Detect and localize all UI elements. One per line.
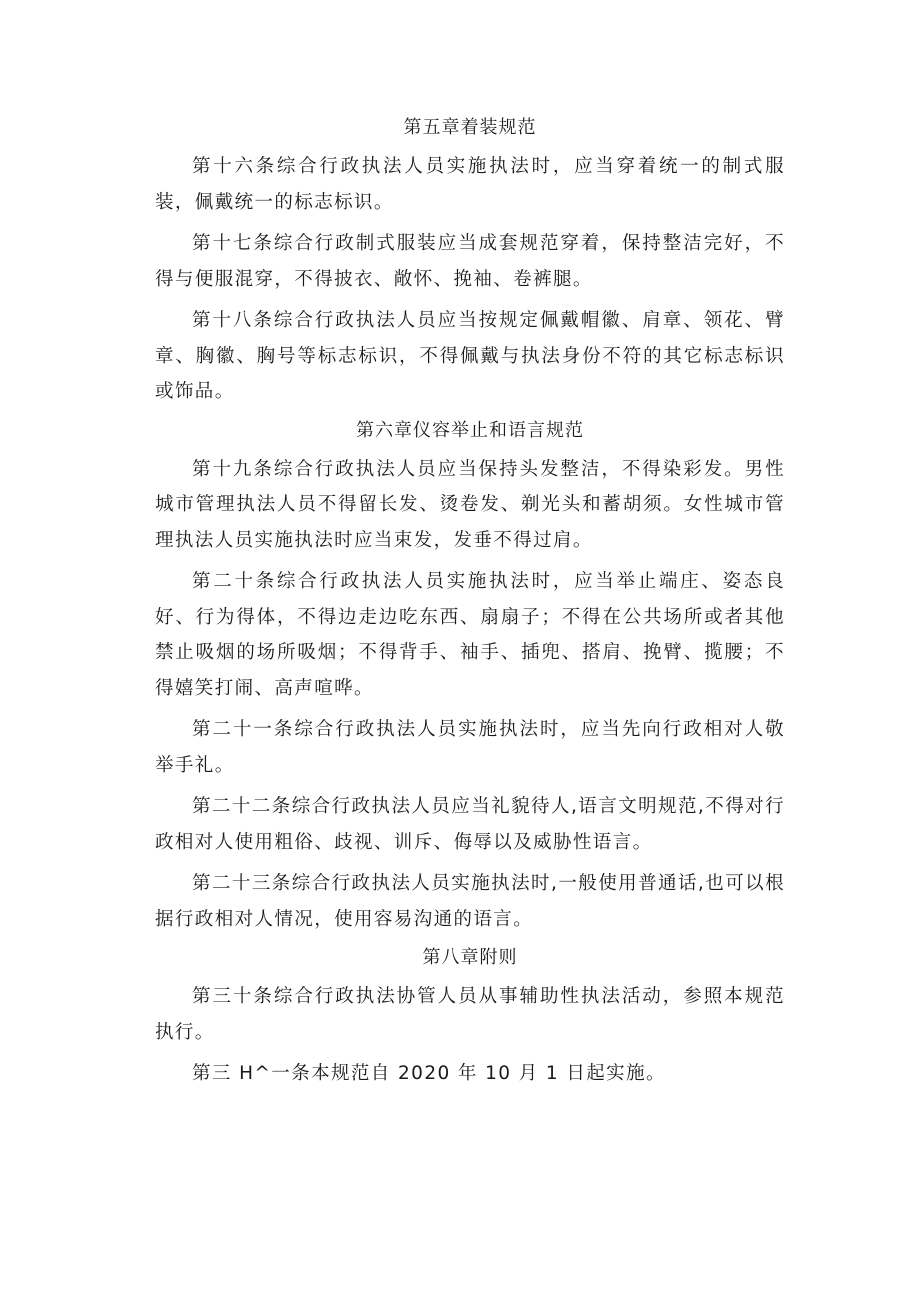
article-30: 第三十条综合行政执法协管人员从事辅助性执法活动，参照本规范执行。	[155, 986, 785, 1043]
article-20: 第二十条综合行政执法人员实施执法时，应当举止端庄、姿态良好、行为得体，不得边走边吃东西、扇扇子；不得在公共场所或者其他禁止吸烟的场所吸烟；不得背手、袖手、插兜、搭肩、挽臂、揽腰；不得嬉笑打闹、高声喧哗。	[155, 571, 785, 699]
article-31: 第三 H^一条本规范自 2020 年 10 月 1 日起实施。	[192, 1063, 666, 1084]
article-19: 第十九条综合行政执法人员应当保持头发整洁，不得染彩发。男性城市管理执法人员不得留长发、烫卷发、剃光头和蓄胡须。女性城市管理执法人员实施执法时应当束发，发垂不得过肩。	[155, 458, 785, 551]
chapter-8-heading: 第八章附则	[422, 947, 518, 968]
article-23: 第二十三条综合行政执法人员实施执法时,一般使用普通话,也可以根据行政相对人情况，使用容易沟通的语言。	[155, 873, 785, 930]
article-16: 第十六条综合行政执法人员实施执法时，应当穿着统一的制式服装，佩戴统一的标志标识。	[155, 156, 785, 213]
chapter-5-heading: 第五章着装规范	[403, 117, 537, 138]
article-17: 第十七条综合行政制式服装应当成套规范穿着，保持整洁完好，不得与便服混穿，不得披衣、敞怀、挽袖、卷裤腿。	[155, 233, 785, 290]
article-22: 第二十二条综合行政执法人员应当礼貌待人,语言文明规范,不得对行政相对人使用粗俗、歧视、训斥、侮辱以及威胁性语言。	[155, 796, 785, 853]
document-body	[155, 113, 785, 1092]
article-21: 第二十一条综合行政执法人员实施执法时，应当先向行政相对人敬举手礼。	[155, 719, 785, 776]
article-18: 第十八条综合行政执法人员应当按规定佩戴帽徽、肩章、领花、臂章、胸徽、胸号等标志标识，不得佩戴与执法身份不符的其它标志标识或饰品。	[155, 310, 785, 402]
chapter-6-heading: 第六章仪容举止和语言规范	[356, 419, 584, 441]
